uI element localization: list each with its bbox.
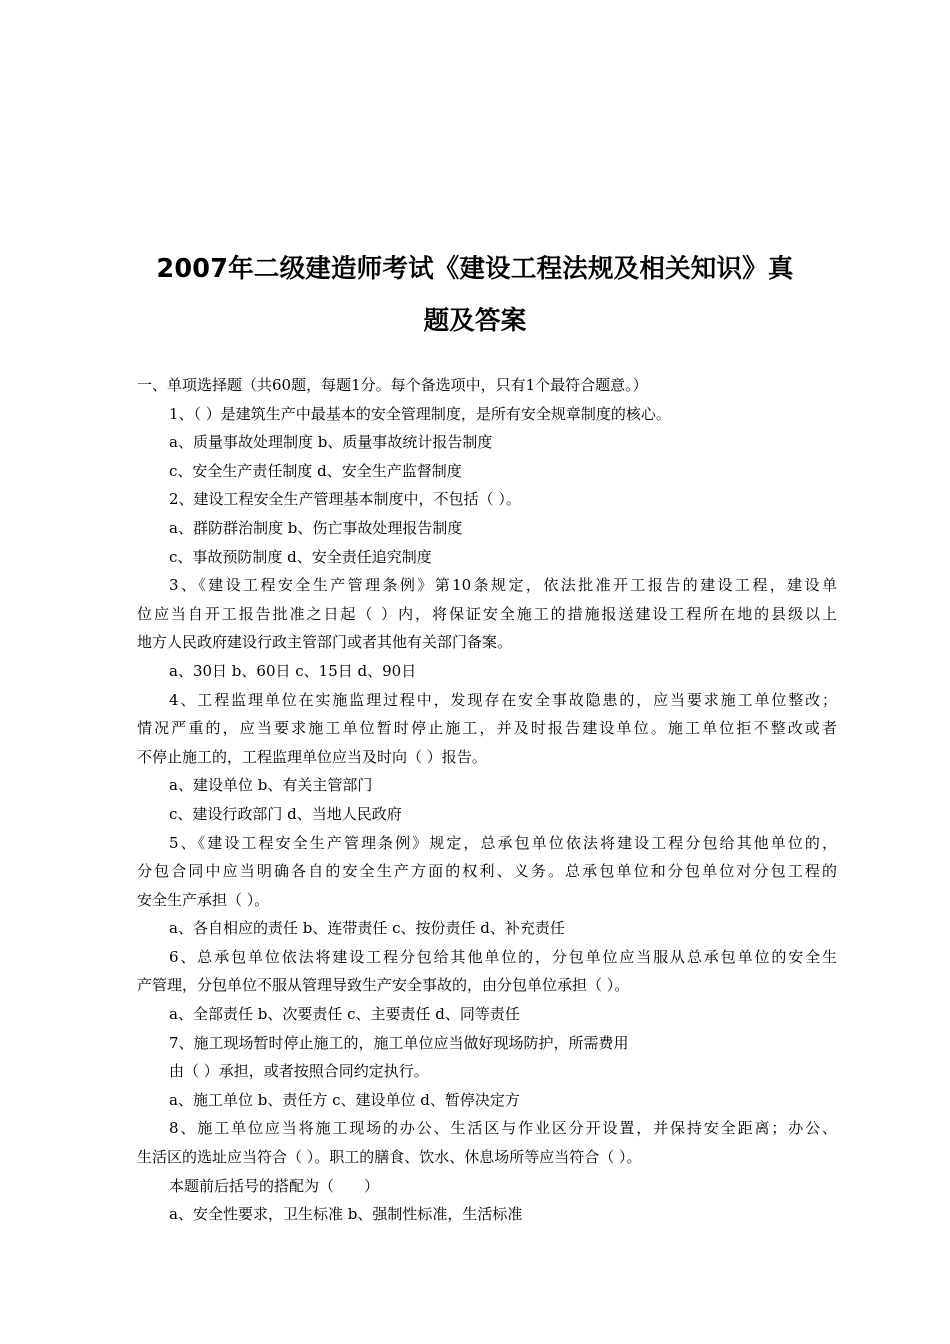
- text-line: a、30日 b、60日 c、15日 d、90日: [169, 661, 417, 680]
- text-line: 本题前后括号的搭配为（ ）: [169, 1176, 380, 1195]
- title-line-2: 题及答案: [423, 306, 527, 336]
- document-body: [137, 371, 837, 1229]
- text-line: 地方人民政府建设行政主管部门或者其他有关部门备案。: [137, 633, 513, 652]
- text-line: 1、（ ）是建筑生产中最基本的安全管理制度，是所有安全规章制度的核心。: [169, 404, 671, 423]
- text-line: a、建设单位 b、有关主管部门: [169, 776, 373, 795]
- text-line: c、安全生产责任制度 d、安全生产监督制度: [169, 461, 462, 480]
- text-line: 8、施工单位应当将施工现场的办公、生活区与作业区分开设置，并保持安全距离；办公、: [169, 1119, 837, 1138]
- text-line: 分包合同中应当明确各自的安全生产方面的权利、义务。总承包单位和分包单位对分包工程的: [137, 862, 837, 881]
- text-line: a、安全性要求，卫生标准 b、强制性标准，生活标准: [169, 1205, 523, 1224]
- text-line: 5、《建设工程安全生产管理条例》规定，总承包单位依法将建设工程分包给其他单位的，: [169, 833, 837, 852]
- text-line: 由（ ）承担，或者按照合同约定执行。: [169, 1062, 429, 1081]
- text-line: 产管理，分包单位不服从管理导致生产安全事故的，由分包单位承担（ ）。: [137, 976, 630, 995]
- text-line: 位应当自开工报告批准之日起（ ）内，将保证安全施工的措施报送建设工程所在地的县级以上: [137, 604, 837, 623]
- text-line: 7、施工现场暂时停止施工的，施工单位应当做好现场防护，所需费用: [169, 1033, 629, 1052]
- text-line: a、施工单位 b、责任方 c、建设单位 d、暂停决定方: [169, 1090, 520, 1109]
- text-line: a、群防群治制度 b、伤亡事故处理报告制度: [169, 518, 463, 537]
- text-line: 一、单项选择题（共60题，每题1分。每个备选项中，只有1个最符合题意。）: [137, 376, 648, 394]
- text-line: c、事故预防制度 d、安全责任追究制度: [169, 547, 432, 566]
- text-line: 安全生产承担（ ）。: [137, 890, 270, 909]
- text-line: a、全部责任 b、次要责任 c、主要责任 d、同等责任: [169, 1005, 520, 1024]
- text-line: 情况严重的，应当要求施工单位暂时停止施工，并及时报告建设单位。施工单位拒不整改或者: [137, 719, 837, 738]
- text-line: a、各自相应的责任 b、连带责任 c、按份责任 d、补充责任: [169, 919, 565, 938]
- text-line: 6、总承包单位依法将建设工程分包给其他单位的，分包单位应当服从总承包单位的安全生: [169, 947, 837, 966]
- text-line: 4、工程监理单位在实施监理过程中，发现存在安全事故隐患的，应当要求施工单位整改；: [169, 690, 837, 709]
- text-line: a、质量事故处理制度 b、质量事故统计报告制度: [169, 433, 493, 452]
- text-line: 不停止施工的，工程监理单位应当及时向（ ）报告。: [137, 747, 487, 766]
- title-line-1: 2007年二级建造师考试《建设工程法规及相关知识》真: [156, 254, 794, 284]
- text-line: 2、建设工程安全生产管理基本制度中，不包括（ ）。: [169, 490, 521, 509]
- text-line: 生活区的选址应当符合（ ）。职工的膳食、饮水、休息场所等应当符合（ ）。: [137, 1148, 642, 1167]
- text-line: 3、《建设工程安全生产管理条例》第10条规定，依法批准开工报告的建设工程，建设单: [169, 576, 837, 595]
- text-line: c、建设行政部门 d、当地人民政府: [169, 804, 402, 823]
- document-title: [100, 243, 850, 347]
